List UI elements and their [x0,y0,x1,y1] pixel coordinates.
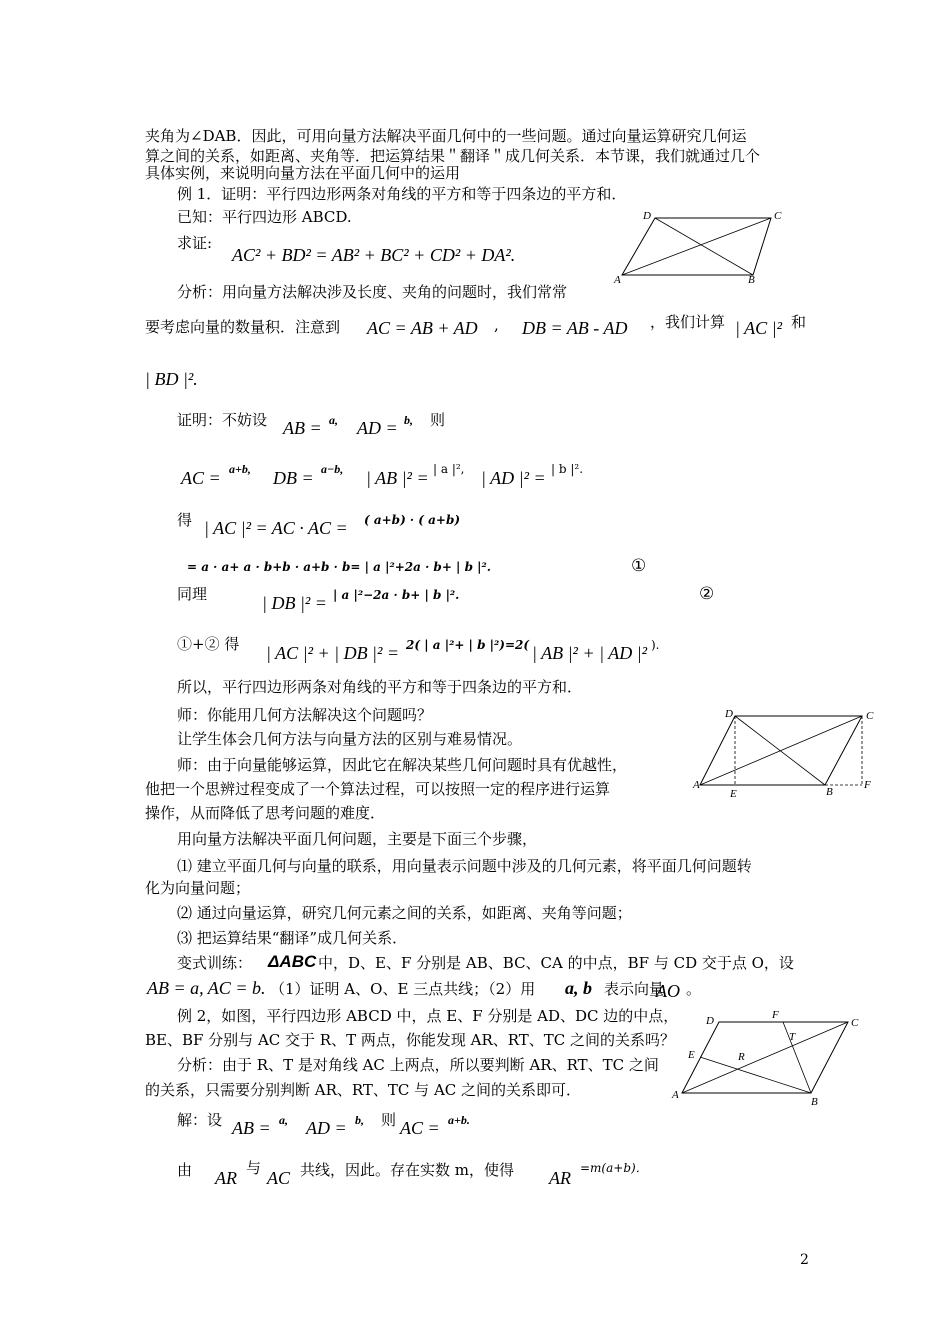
variant-triangle: ΔABC [268,952,317,971]
fig2-label-c: C [866,710,874,722]
page-number: 2 [800,1252,809,1268]
proof-ad: AD = [357,418,398,438]
proof-sum-label: ①+② 得 [177,635,240,653]
figure-parallelogram-2 [690,705,880,800]
variant-vectors: AB = a, AC = b. [147,978,266,998]
fig3-label-b: B [811,1096,818,1108]
step-1b: 化为向量问题； [145,879,251,897]
solution-then: 则 [381,1111,397,1129]
example2-line-1: 例 2，如图，平行四边形 ABCD 中，点 E、F 分别是 AD、DC 边的中点， [177,1007,679,1025]
variant-end: 。 [686,980,702,998]
proof-conclusion: 所以，平行四边形两条对角线的平方和等于四条边的平方和． [177,678,583,696]
fig3-label-f: F [772,1009,779,1021]
teacher-experience: 让学生体会几何方法与向量方法的区别与难易情况。 [177,730,523,748]
figure-parallelogram-3 [668,1010,863,1110]
example1-title: 例 1．证明：平行四边形两条对角线的平方和等于四条边的平方和． [177,185,627,203]
proof-a: a, [329,413,338,427]
proof-db: DB = [273,468,314,488]
proof-similarly: 同理 [177,585,208,603]
variant-ab: a, b [565,978,592,998]
solution-final: =m(a+b)． [580,1161,648,1175]
solution-with: 与 [246,1159,262,1177]
proof-ab: AB = [283,418,322,438]
example2-analysis-1: 分析：由于 R、T 是对角线 AC 上两点，所以要判断 AR、RT、TC 之间 [177,1056,659,1074]
variant-ao: AO [656,981,680,1001]
fig2-label-a: A [693,779,700,791]
proof-ac: AC = [181,468,221,488]
steps-intro: 用向量方法解决平面几何问题，主要是下面三个步骤， [177,830,538,848]
fig1-label-b: B [748,274,755,286]
proof-label: 证明：不妨设 [177,411,268,429]
teacher-para-2: 他把一个思辨过程变成了一个算法过程，可以按照一定的程序进行运算 [145,780,611,798]
proof-sum-middle: 2( | a |²+ | b |²)=2( [406,638,530,652]
proof-db-sq-value: | a |²−2a · b+ | b |². [333,588,460,602]
fig3-label-a: A [672,1089,679,1101]
comma: , [494,316,499,334]
variant-represent: 表示向量 [604,980,665,998]
step-2: ⑵ 通过向量运算，研究几何元素之间的关系，如距离、夹角等问题； [177,904,632,922]
proof-ab-sq-value: | a |², [433,462,465,476]
fig2-label-d: D [725,708,733,720]
fig3-label-r: R [738,1051,745,1063]
fig2-label-e: E [730,788,737,800]
fig1-label-d: D [643,210,651,222]
fig2-label-f: F [864,779,871,791]
intro-line-1: 夹角为∠DAB．因此，可用向量方法解决平面几何中的一些问题。通过向量运算研究几何运 [145,127,747,145]
proof-then: 则 [430,411,446,429]
proof-ad-sq: | AD |² = [481,468,546,488]
solution-collinear: 共线，因此。存在实数 m，使得 [300,1161,514,1179]
teacher-question: 师：你能用几何方法解决这个问题吗？ [177,706,433,724]
fig3-label-e: E [688,1049,695,1061]
proof-sum-end: ). [651,638,660,652]
teacher-para-3: 操作，从而降低了思考问题的难度． [145,804,386,822]
variant-tasks: （1）证明 A、O、E 三点共线；（2）用 [270,980,536,998]
solution-ab: AB = [232,1118,271,1138]
proof-db-sq: | DB |² = [262,593,327,613]
solution-label: 解：设 [177,1111,223,1129]
solution-ad: AD = [306,1118,347,1138]
solution-ac2: AC [267,1168,291,1188]
step-1a: ⑴ 建立平面几何与向量的联系，用向量表示问题中涉及的几何元素，将平面几何问题转 [177,857,752,875]
proof-ab-sq: | AB |² = [366,468,429,488]
teacher-para-1: 师：由于向量能够运算，因此它在解决某些几何问题时具有优越性， [177,756,628,774]
step-3: ⑶ 把运算结果“翻译”成几何关系． [177,929,408,947]
solution-ac: AC = [400,1118,440,1138]
solution-b: b, [355,1113,364,1127]
proof-ad-sq-value: | b |². [551,462,584,476]
intro-line-3: 具体实例，来说明向量方法在平面几何中的运用 [145,164,461,182]
analysis1-formula-bd-sq: | BD |². [145,369,198,389]
solution-by: 由 [177,1161,193,1179]
analysis1-line-2: 要考虑向量的数量积．注意到 [145,318,341,336]
proof-b: b, [404,413,413,427]
proof-ac-dot-value: ( a+b) · ( a+b) [364,513,461,527]
analysis1-formula-ac: AC = AB + AD [367,318,478,338]
fig2-label-b: B [826,786,833,798]
example1-given: 已知：平行四边形 ABCD. [177,208,352,226]
variant-label: 变式训练： [177,954,253,972]
analysis1-formula-db: DB = AB - AD [522,318,628,338]
figure-parallelogram-1 [610,205,790,285]
proof-sum-lhs: | AC |² + | DB |² = [266,643,400,663]
analysis1-we-compute: ，我们计算 [650,313,726,331]
fig3-label-t: T [789,1031,796,1043]
analysis1-formula-ac-sq: | AC |² [735,318,782,338]
analysis1-line-1: 分析：用向量方法解决涉及长度、夹角的问题时，我们常常 [177,283,568,301]
fig3-label-c: C [851,1017,859,1029]
analysis1-and: 和 [791,313,807,331]
variant-text: 中，D、E、F 分别是 AB、BC、CA 的中点，BF 与 CD 交于点 O，设 [318,954,794,972]
proof-db-value: a−b, [321,462,344,476]
proof-ac-value: a+b, [229,462,251,476]
solution-ar: AR [215,1168,237,1188]
fig1-label-c: C [774,210,782,222]
proof-sum-rhs: | AB |² + | AD |² [532,643,648,663]
example2-analysis-2: 的关系，只需要分别判断 AR、RT、TC 与 AC 之间的关系即可． [145,1081,582,1099]
example2-line-2: BE、BF 分别与 AC 交于 R、T 两点，你能发现 AR、RT、TC 之间的关系吗？ [145,1031,676,1049]
example1-prove-formula: AC² + BD² = AB² + BC² + CD² + DA². [232,245,516,265]
solution-ac-value: a+b. [448,1113,470,1127]
marker-2: ② [699,584,715,604]
example1-prove-label: 求证: [177,234,213,252]
solution-a: a, [279,1113,288,1127]
solution-ar2: AR [549,1168,571,1188]
fig1-label-a: A [614,274,621,286]
proof-get: 得 [177,511,193,529]
fig3-label-d: D [706,1015,714,1027]
intro-line-2: 算之间的关系，如距离、夹角等．把运算结果＂翻译＂成几何关系．本节课，我们就通过几个 [145,147,761,165]
proof-ac-dot: | AC |² = AC · AC = [204,518,348,538]
marker-1: ① [631,556,647,576]
proof-expansion: = a · a+ a · b+b · a+b · b= | a |²+2a · b+ | b |². [187,560,491,574]
